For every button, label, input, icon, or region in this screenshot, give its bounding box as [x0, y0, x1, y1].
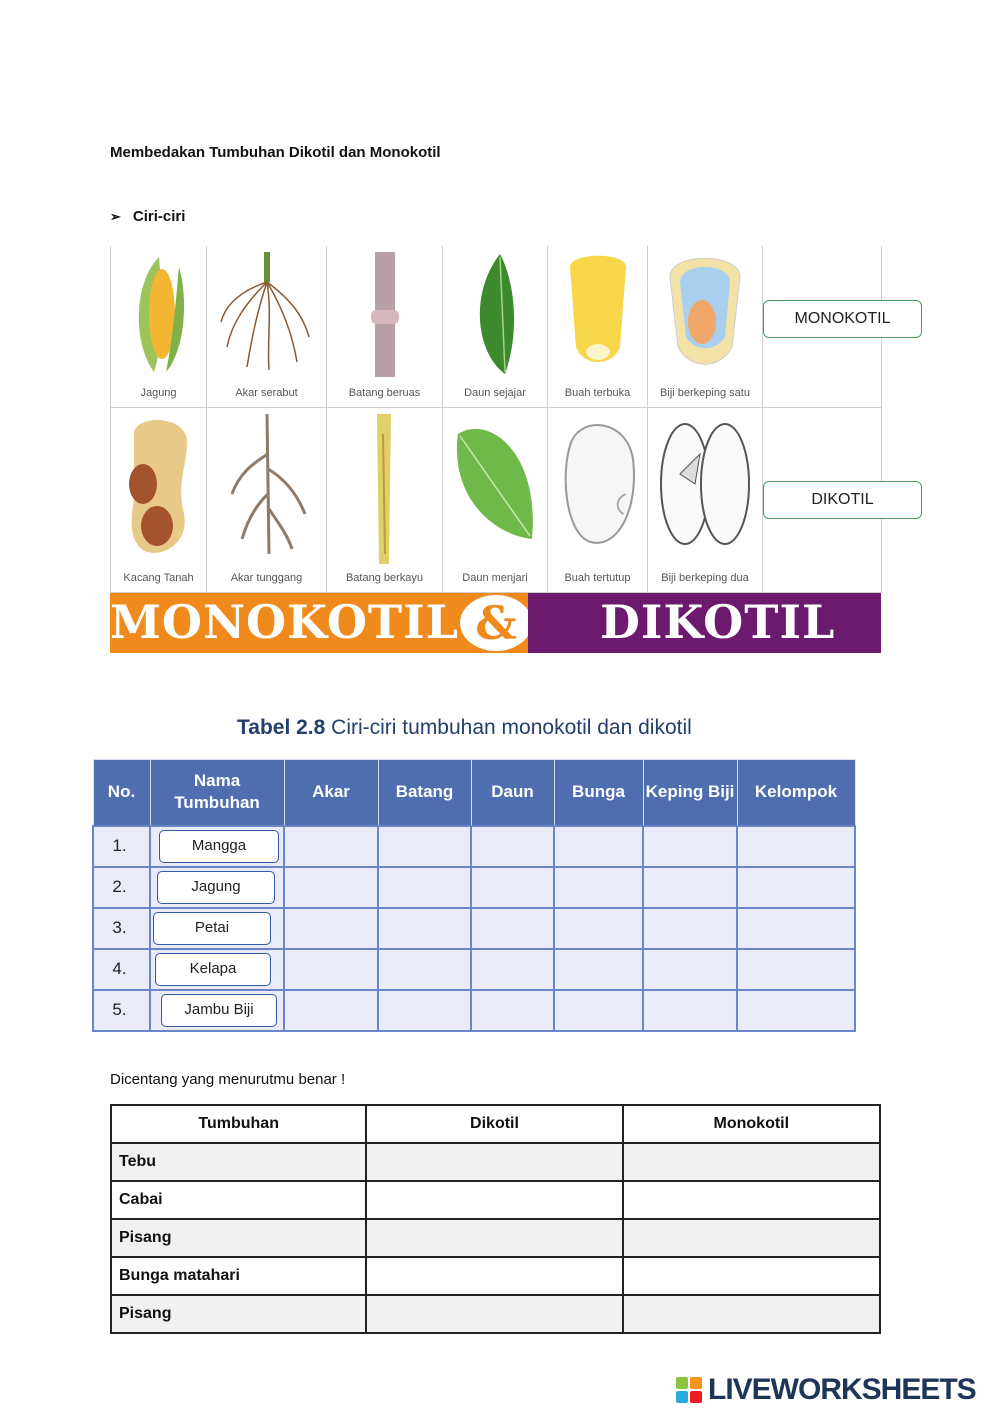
input-cell[interactable] [737, 908, 855, 949]
input-cell[interactable] [378, 867, 471, 908]
input-cell[interactable] [737, 949, 855, 990]
caption: Jagung [140, 387, 177, 399]
table-row [111, 1219, 880, 1257]
row-number: 5. [93, 990, 150, 1031]
input-cell[interactable] [737, 867, 855, 908]
arrow-bullet-icon: ➢ [110, 208, 121, 224]
monokotil-check-cell[interactable] [623, 1219, 880, 1257]
caption: Buah tertutup [564, 572, 631, 584]
plant-name: Tebu [111, 1143, 366, 1181]
dikotil-check-cell[interactable] [366, 1219, 622, 1257]
plant-name-box[interactable]: Petai [153, 912, 271, 945]
input-cell[interactable] [471, 949, 554, 990]
caption: Batang berkayu [345, 572, 424, 584]
input-cell[interactable] [471, 826, 554, 867]
monokotil-check-cell[interactable] [623, 1181, 880, 1219]
logo-squares-icon [676, 1377, 702, 1403]
plant-name: Pisang [111, 1219, 366, 1257]
dikotil-check-cell[interactable] [366, 1143, 622, 1181]
row-number: 4. [93, 949, 150, 990]
dikotil-check-cell[interactable] [366, 1181, 622, 1219]
corn-icon [124, 252, 194, 377]
cell-akar-tunggang [207, 408, 327, 593]
dikotil-check-cell[interactable] [366, 1257, 622, 1295]
cell-batang-berkayu [327, 408, 443, 593]
col-akar: Akar [284, 760, 378, 826]
cell-daun-menjari [443, 408, 548, 593]
input-cell[interactable] [378, 990, 471, 1031]
input-cell[interactable] [554, 908, 643, 949]
input-cell[interactable] [378, 826, 471, 867]
fibrous-root-icon [217, 252, 317, 377]
input-cell[interactable] [471, 990, 554, 1031]
monokotil-check-cell[interactable] [623, 1295, 880, 1333]
logo-text: LIVEWORKSHEETS [708, 1373, 976, 1406]
plant-name: Bunga matahari [111, 1257, 366, 1295]
woody-stem-icon [365, 414, 405, 564]
input-cell[interactable] [284, 990, 378, 1031]
liveworksheets-logo[interactable] [676, 1374, 976, 1406]
netted-leaf-icon [450, 414, 540, 554]
plant-name-box[interactable]: Mangga [159, 830, 279, 863]
checklist-table [110, 1104, 881, 1334]
caption: Akar tunggang [230, 572, 303, 584]
input-cell[interactable] [737, 826, 855, 867]
table-row [93, 990, 855, 1031]
table-row [111, 1295, 880, 1333]
input-cell[interactable] [643, 908, 737, 949]
segmented-stem-icon [365, 252, 405, 377]
drag-label-dikotil[interactable]: DIKOTIL [763, 481, 922, 519]
ampersand-icon: & [460, 595, 532, 651]
cell-buah-terbuka [548, 246, 648, 408]
characteristics-grid [110, 246, 881, 593]
input-cell[interactable] [284, 826, 378, 867]
bean-seed-icon [555, 414, 640, 554]
table-row [93, 826, 855, 867]
col-no: No. [93, 760, 150, 826]
input-cell[interactable] [471, 867, 554, 908]
col-monokotil: Monokotil [623, 1105, 880, 1143]
table-row [93, 949, 855, 990]
caption: Batang beruas [348, 387, 421, 399]
cell-akar-serabut [207, 246, 327, 408]
section-heading-label: Ciri-ciri [132, 208, 186, 225]
table-row [111, 1143, 880, 1181]
plant-characteristics-table [92, 759, 856, 1032]
col-dikotil: Dikotil [366, 1105, 622, 1143]
banner-right [528, 593, 881, 653]
plant-name-box[interactable]: Jagung [157, 871, 275, 904]
cell-kacang-tanah [111, 408, 207, 593]
input-cell[interactable] [378, 949, 471, 990]
monokotil-check-cell[interactable] [623, 1257, 880, 1295]
cell-batang-beruas [327, 246, 443, 408]
caption: Kacang Tanah [123, 572, 194, 584]
caption: Biji berkeping satu [660, 387, 750, 399]
table-row [93, 867, 855, 908]
banner-dikotil-text: DIKOTIL [600, 595, 836, 649]
caption: Daun sejajar [464, 387, 526, 399]
cell-jagung [111, 246, 207, 408]
cell-biji-berkeping-satu [648, 246, 763, 408]
table-row [93, 908, 855, 949]
col-nama-tumbuhan: Nama Tumbuhan [150, 760, 284, 826]
input-cell[interactable] [378, 908, 471, 949]
cell-daun-sejajar [443, 246, 548, 408]
input-cell[interactable] [643, 826, 737, 867]
input-cell[interactable] [471, 908, 554, 949]
cell-biji-berkeping-dua [648, 408, 763, 593]
caption: Buah terbuka [564, 387, 631, 399]
drag-label-monokotil[interactable]: MONOKOTIL [763, 300, 922, 338]
col-bunga: Bunga [554, 760, 643, 826]
cell-buah-tertutup [548, 408, 648, 593]
dicot-seed-icon [655, 414, 755, 554]
input-cell[interactable] [284, 867, 378, 908]
plant-name: Cabai [111, 1181, 366, 1219]
input-cell[interactable] [643, 867, 737, 908]
caption: Biji berkeping dua [661, 572, 749, 584]
input-cell[interactable] [554, 949, 643, 990]
input-cell[interactable] [284, 908, 378, 949]
input-cell[interactable] [737, 990, 855, 1031]
caption: Akar serabut [235, 387, 298, 399]
row-number: 1. [93, 826, 150, 867]
input-cell[interactable] [554, 826, 643, 867]
input-cell[interactable] [643, 990, 737, 1031]
taproot-icon [217, 414, 317, 564]
section-heading [110, 208, 185, 225]
monokotil-dikotil-banner [110, 593, 881, 653]
banner-left [110, 593, 528, 653]
table-row [111, 1181, 880, 1219]
banner-monokotil-text: MONOKOTIL [110, 595, 460, 649]
table-row [111, 1257, 880, 1295]
row-number: 2. [93, 867, 150, 908]
input-cell[interactable] [554, 990, 643, 1031]
col-keping-biji: Keping Biji [643, 760, 737, 826]
table-caption: Tabel 2.8 Ciri-ciri tumbuhan monokotil dan dikotil [237, 716, 692, 739]
peanut-icon [119, 414, 199, 564]
monocot-seed-icon [660, 252, 750, 372]
corn-kernel-icon [558, 252, 638, 372]
plant-name-box[interactable]: Jambu Biji [161, 994, 277, 1027]
monokotil-check-cell[interactable] [623, 1143, 880, 1181]
col-kelompok: Kelompok [737, 760, 855, 826]
col-batang: Batang [378, 760, 471, 826]
input-cell[interactable] [284, 949, 378, 990]
instruction-text: Dicentang yang menurutmu benar ! [110, 1071, 346, 1088]
row-number: 3. [93, 908, 150, 949]
page-title: Membedakan Tumbuhan Dikotil dan Monokotil [110, 144, 441, 161]
col-tumbuhan: Tumbuhan [111, 1105, 366, 1143]
plant-name: Pisang [111, 1295, 366, 1333]
dikotil-check-cell[interactable] [366, 1295, 622, 1333]
col-daun: Daun [471, 760, 554, 826]
input-cell[interactable] [554, 867, 643, 908]
parallel-leaf-icon [460, 252, 530, 377]
caption: Daun menjari [462, 572, 528, 584]
plant-name-box[interactable]: Kelapa [155, 953, 271, 986]
input-cell[interactable] [643, 949, 737, 990]
